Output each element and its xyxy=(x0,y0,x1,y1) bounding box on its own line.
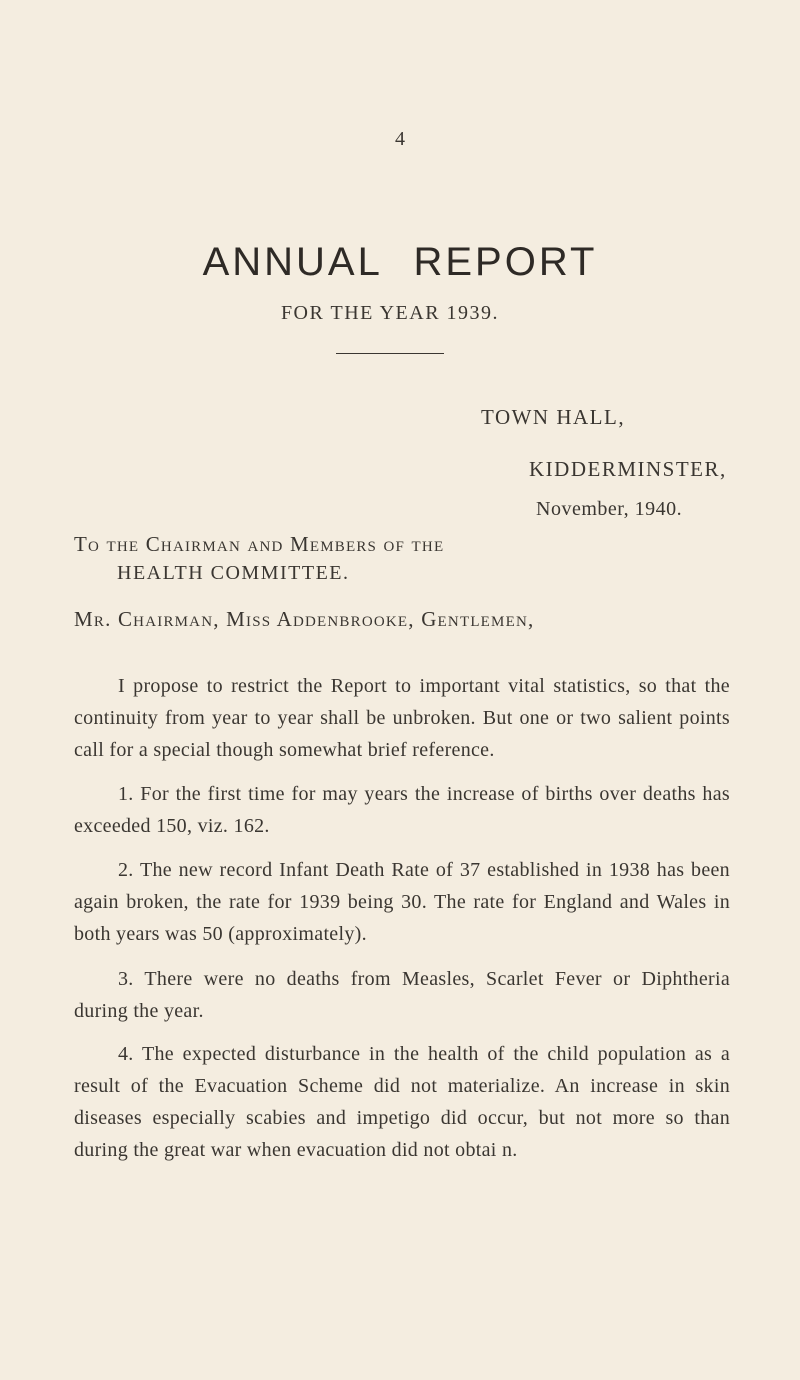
paragraph-point-4: 4. The expected disturbance in the health of the child population as a result of the Evacuation Scheme did not materialize. An increase in skin diseases especially scabies and impetigo did occur, but not more so than during the great war when evacuation did not obtai n. xyxy=(74,1043,730,1161)
paragraph-point-1: 1. For the first time for may years the increase of births over deaths has exceeded 150, viz. 162. xyxy=(74,783,730,837)
salutation-addressee: To the Chairman and Members of the xyxy=(74,532,445,556)
report-title: ANNUAL REPORT xyxy=(202,240,598,284)
page-number: 4 xyxy=(395,128,405,150)
report-subtitle: FOR THE YEAR 1939. xyxy=(280,302,500,324)
paragraph-intro: I propose to restrict the Report to important vital statistics, so that the continuity from year to year shall be unbroken. But one or two salient points call for a special though somewhat brief reference. xyxy=(74,675,730,761)
letter-date: November, 1940. xyxy=(536,498,683,520)
salutation-greeting: Mr. Chairman, Miss Addenbrooke, Gentlemen, xyxy=(74,607,535,631)
paragraph-point-2: 2. The new record Infant Death Rate of 37 established in 1938 has been again broken, the rate for 1939 being 30. The rate for England and Wales in both years was 50 (approximately). xyxy=(74,859,730,945)
address-line-1: TOWN HALL, xyxy=(481,405,626,429)
divider-rule xyxy=(336,353,444,354)
address-line-2: KIDDERMINSTER, xyxy=(529,457,727,481)
paragraph-point-3: 3. There were no deaths from Measles, Scarlet Fever or Diphtheria during the year. xyxy=(74,968,730,1022)
salutation-committee: HEALTH COMMITTEE. xyxy=(117,562,350,584)
